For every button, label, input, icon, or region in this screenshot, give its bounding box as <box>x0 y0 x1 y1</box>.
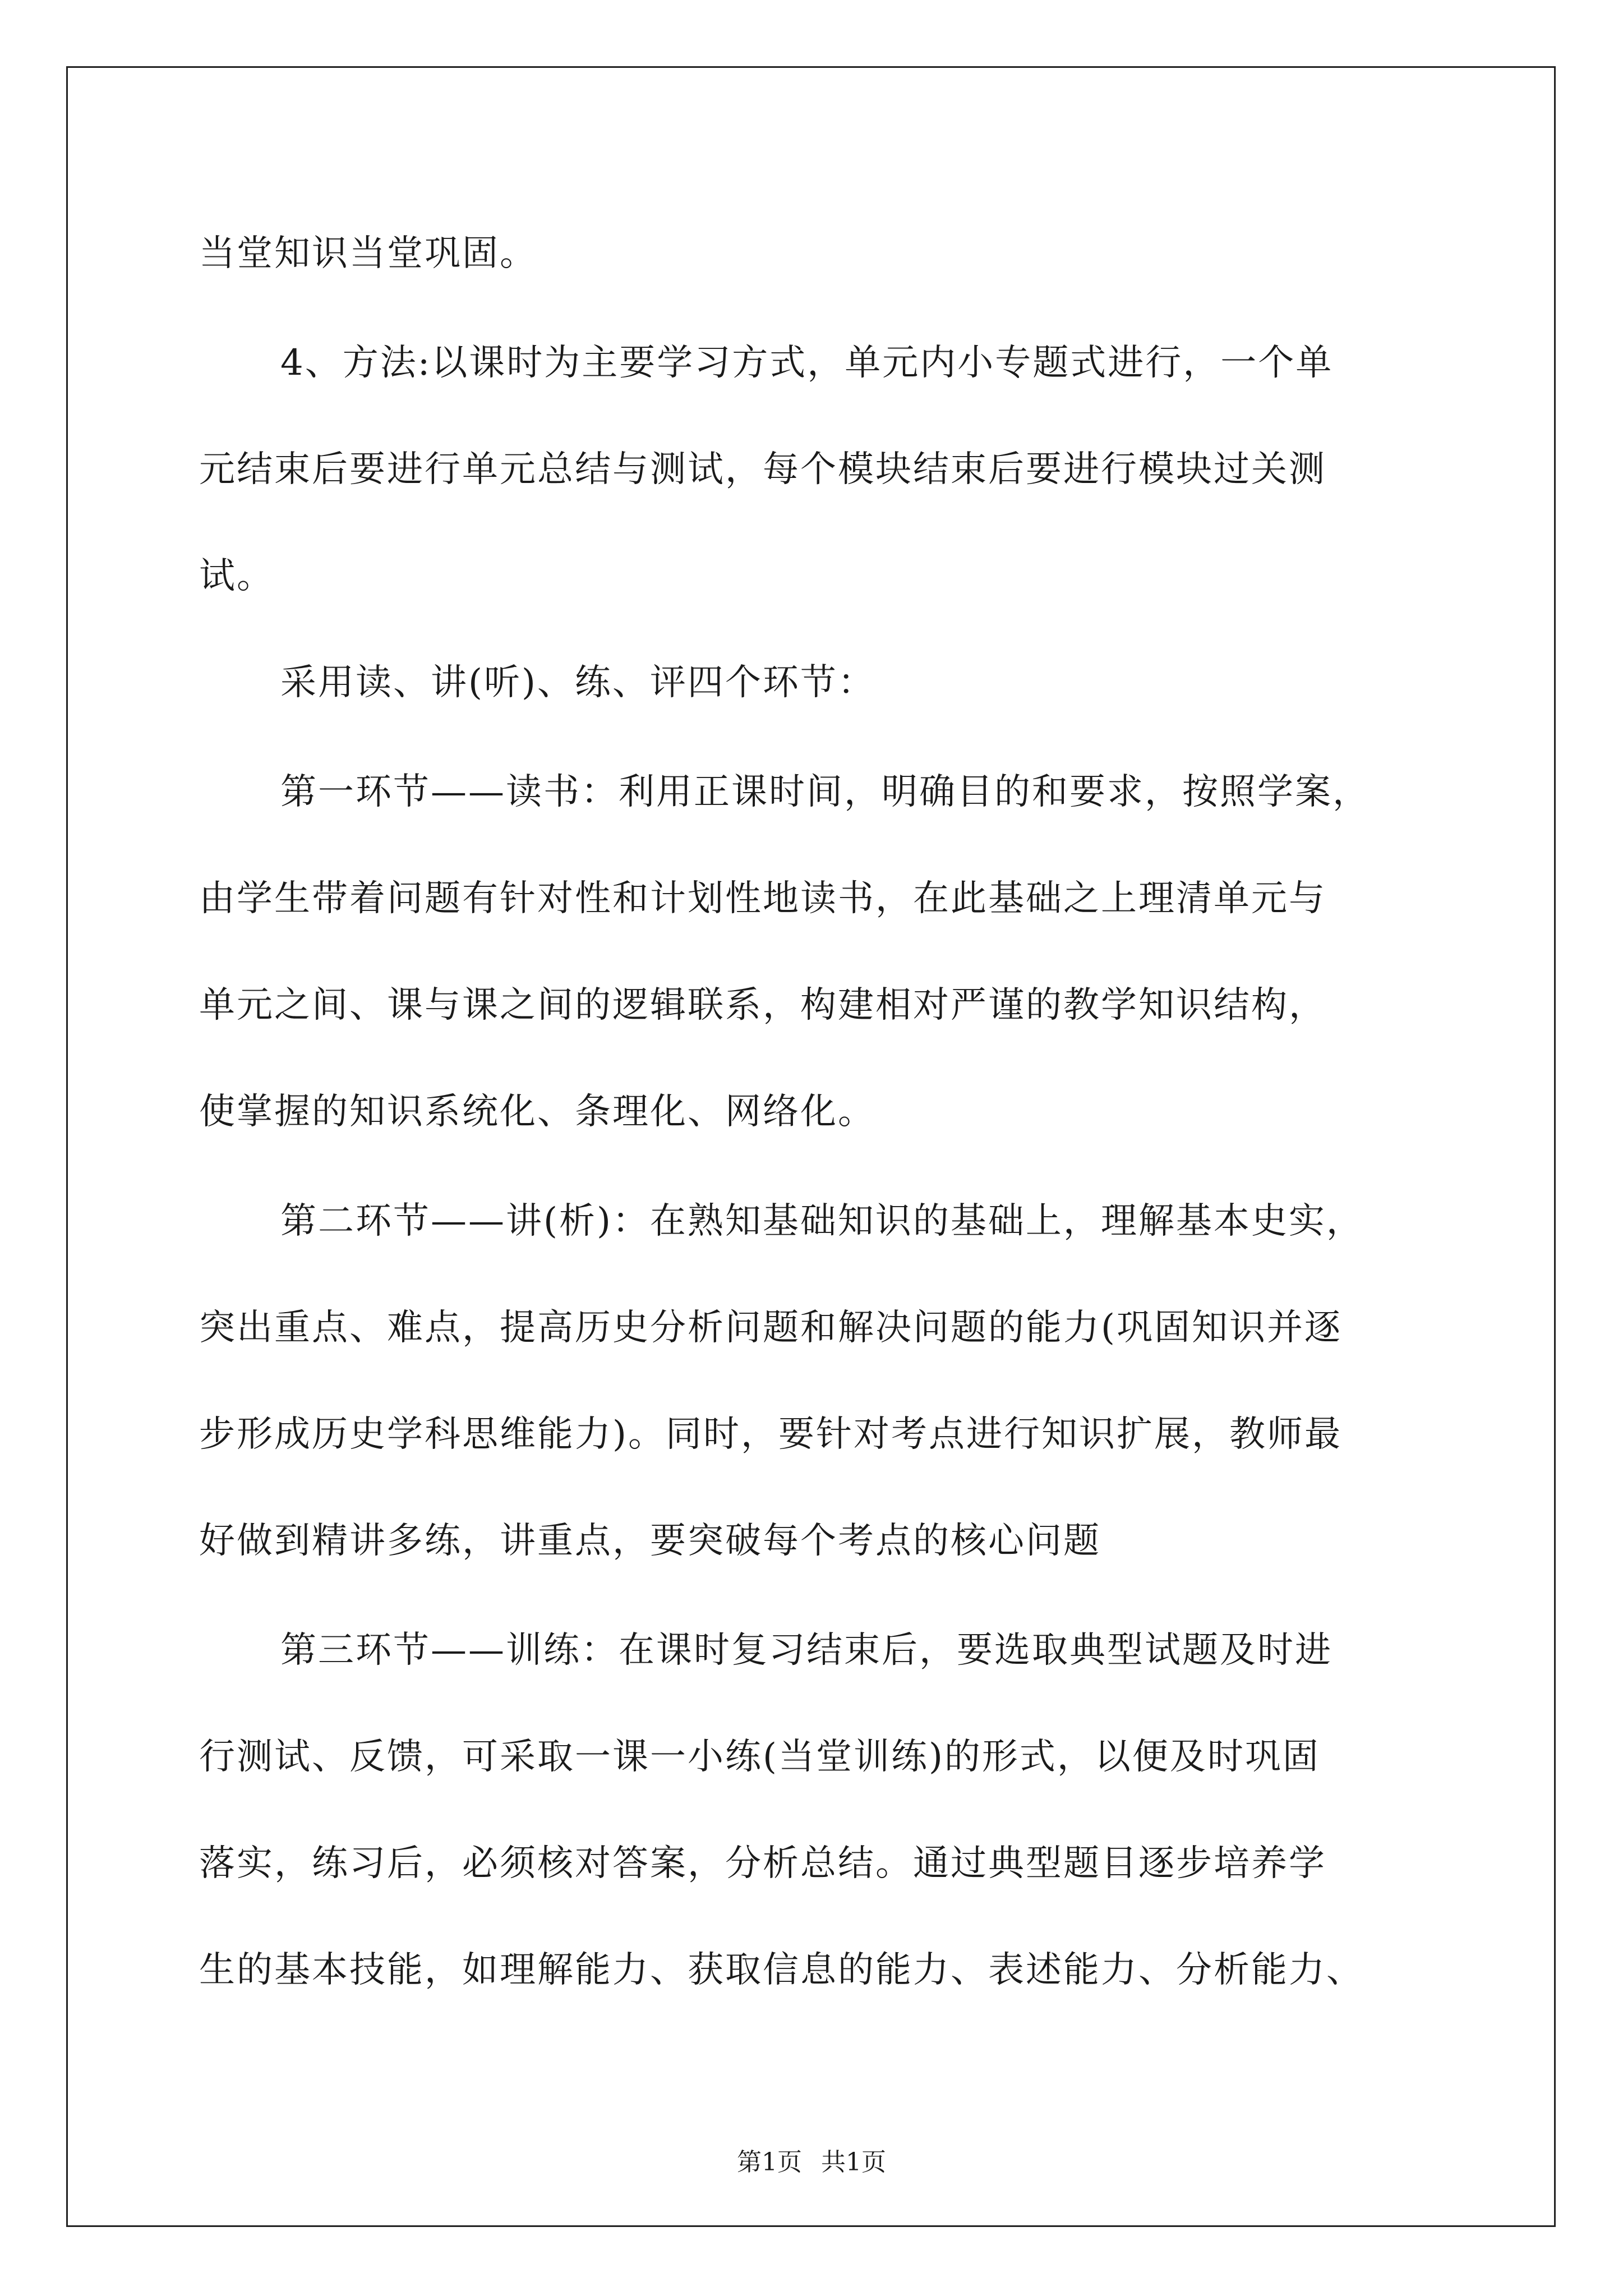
text-line-5: 采用读、讲(听)、练、评四个环节： <box>280 662 875 703</box>
page-border <box>66 66 1556 2227</box>
text-line-17: 生的基本技能，如理解能力、获取信息的能力、表述能力、分析能力、 <box>199 1949 1364 1991</box>
text-line-2: 4、方法:以课时为主要学习方式，单元内小专题式进行，一个单 <box>280 342 1334 384</box>
text-line-9: 使掌握的知识系统化、条理化、网络化。 <box>199 1091 875 1133</box>
page-number-total: 共1页 <box>821 2148 886 2177</box>
text-line-8: 单元之间、课与课之间的逻辑联系，构建相对严谨的教学知识结构， <box>199 984 1326 1026</box>
text-line-14: 第三环节——训练：在课时复习结束后，要选取典型试题及时进 <box>280 1630 1332 1671</box>
text-line-6: 第一环节——读书：利用正课时间，明确目的和要求，按照学案， <box>280 771 1370 813</box>
text-line-10: 第二环节——讲(析)：在熟知基础知识的基础上，理解基本史实， <box>280 1200 1364 1242</box>
text-line-12: 步形成历史学科思维能力)。同时，要针对考点进行知识扩展，教师最 <box>199 1414 1342 1455</box>
text-line-4: 试。 <box>199 555 274 597</box>
text-line-13: 好做到精讲多练，讲重点，要突破每个考点的核心问题 <box>199 1520 1101 1562</box>
text-line-16: 落实，练习后，必须核对答案，分析总结。通过典型题目逐步培养学 <box>199 1843 1326 1884</box>
page-footer <box>0 2142 1623 2178</box>
text-line-15: 行测试、反馈，可采取一课一小练(当堂训练)的形式，以便及时巩固 <box>199 1736 1320 1778</box>
text-line-7: 由学生带着问题有针对性和计划性地读书，在此基础之上理清单元与 <box>199 878 1326 919</box>
page-number-current: 第1页 <box>737 2148 802 2177</box>
text-line-11: 突出重点、难点，提高历史分析问题和解决问题的能力(巩固知识并逐 <box>199 1307 1342 1349</box>
text-line-3: 元结束后要进行单元总结与测试，每个模块结束后要进行模块过关测 <box>199 449 1326 490</box>
text-line-1: 当堂知识当堂巩固。 <box>199 233 537 274</box>
